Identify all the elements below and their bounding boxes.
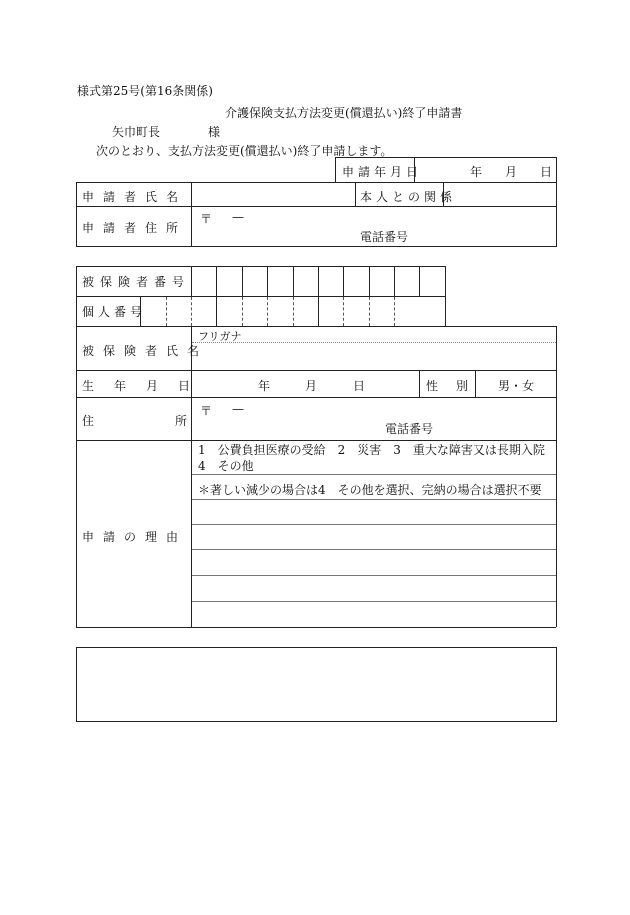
sex-options[interactable]: 男・女 <box>498 379 535 393</box>
date-day-label: 日 <box>540 165 553 179</box>
birth-day-label: 日 <box>353 379 366 393</box>
applicant-postal-dash: — <box>232 210 244 224</box>
office-use-box <box>76 647 557 722</box>
applicant-postal-mark: 〒 <box>200 212 213 226</box>
insured-address-label-right: 所 <box>175 414 188 428</box>
sex-label: 性別 <box>426 379 487 393</box>
honorific: 様 <box>208 125 221 139</box>
insured-number-label: 被保険者番号 <box>82 275 191 289</box>
applicant-phone-label: 電話番号 <box>360 230 409 244</box>
insured-phone-label: 電話番号 <box>385 422 434 436</box>
insured-postal-dash: — <box>232 402 244 416</box>
insured-number-field[interactable] <box>192 267 444 295</box>
reason-note: ＊著しい減少の場合は4 その他を選択、完納の場合は選択不要 <box>198 483 542 497</box>
reason-options-line2[interactable]: 4 その他 <box>198 459 254 473</box>
date-month-label: 月 <box>505 165 518 179</box>
insured-address-label-left: 住 <box>82 414 95 428</box>
applicant-name-label: 申請者氏名 <box>82 190 188 204</box>
relation-field[interactable] <box>445 184 553 204</box>
birth-date-label: 生年月日 <box>82 379 211 393</box>
insured-postal-mark: 〒 <box>200 404 213 418</box>
furigana-label: フリガナ <box>198 330 242 343</box>
reason-options-line1[interactable]: 1 公費負担医療の受給 2 災害 3 重大な障害又は長期入院 <box>198 443 545 457</box>
application-date-label: 申請年月日 <box>342 165 423 179</box>
applicant-address-label: 申請者住所 <box>82 221 188 235</box>
relation-label: 本人との関係 <box>360 190 457 204</box>
date-year-label: 年 <box>470 165 483 179</box>
form-title: 介護保険支払方法変更(償還払い)終了申請書 <box>225 106 463 120</box>
addressee: 矢巾町長 <box>112 125 161 139</box>
personal-number-field[interactable] <box>141 297 444 325</box>
personal-number-label: 個人番号 <box>82 305 147 319</box>
reason-detail-field[interactable] <box>193 500 554 626</box>
form-number: 様式第25号(第16条関係) <box>77 84 213 98</box>
insured-name-label: 被保険者氏名 <box>82 344 209 358</box>
applicant-name-field[interactable] <box>193 184 353 204</box>
reason-label: 申請の理由 <box>82 530 188 544</box>
birth-year-label: 年 <box>258 379 271 393</box>
insured-name-field[interactable] <box>193 344 554 368</box>
intro-text: 次のとおり、支払方法変更(償還払い)終了申請します。 <box>96 144 393 158</box>
birth-month-label: 月 <box>305 379 318 393</box>
